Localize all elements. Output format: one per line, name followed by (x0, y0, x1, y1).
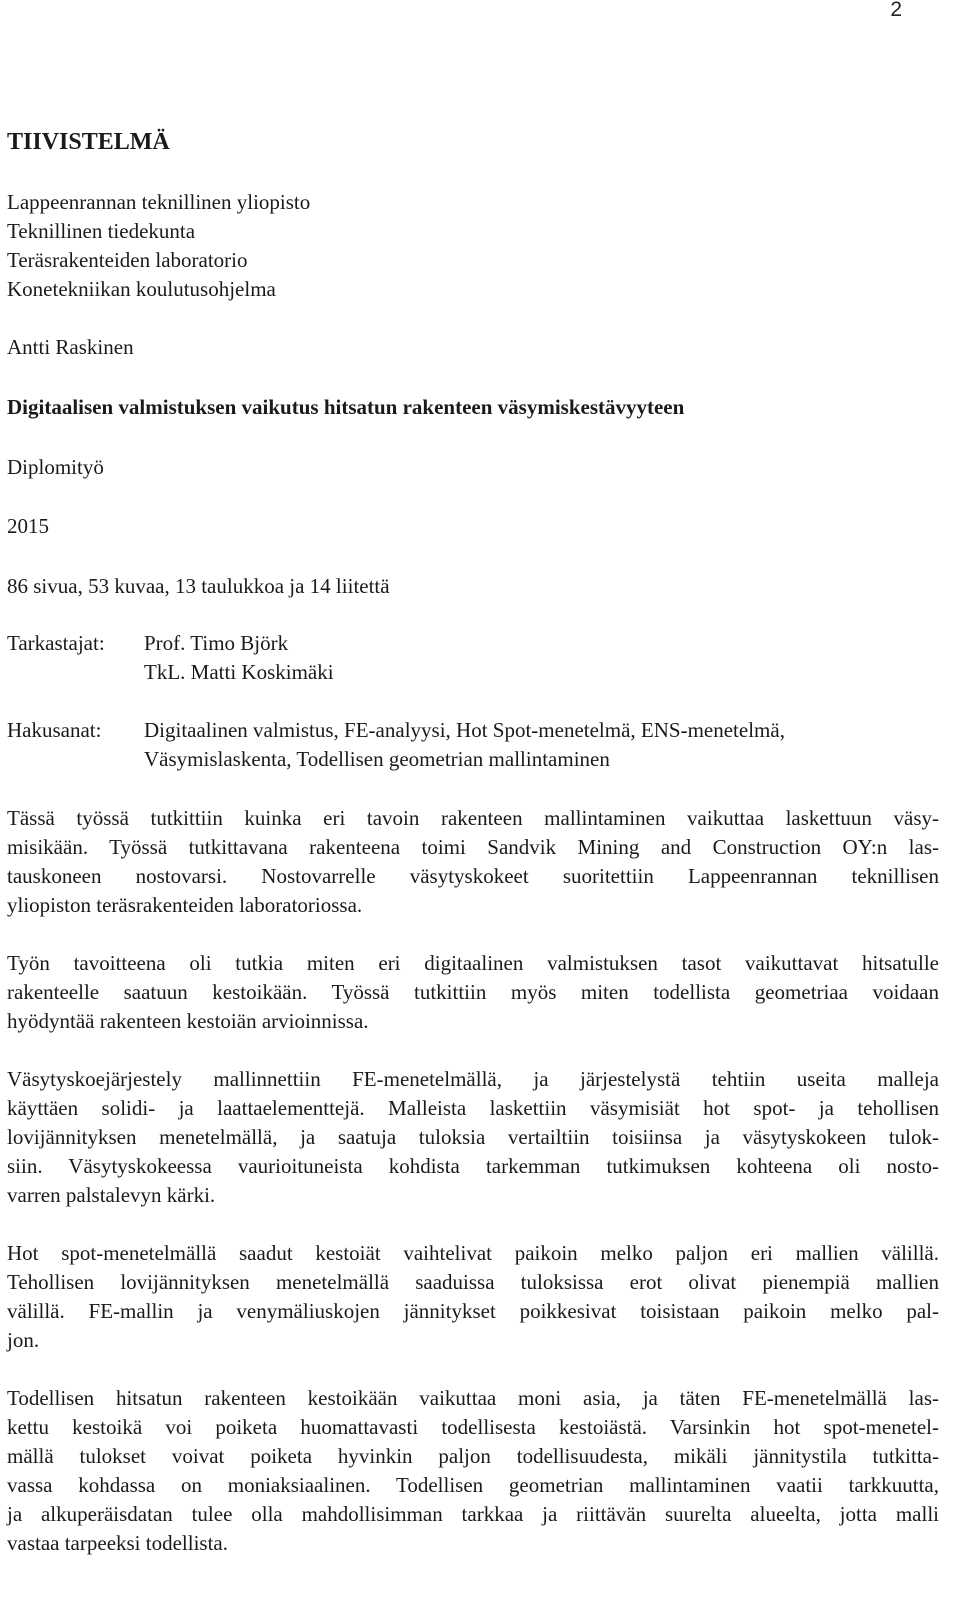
abstract-line: Todellisen hitsatun rakenteen kestoikään vaikuttaa moni asia, ja täten FE-menetelmällä las- (7, 1386, 939, 1410)
abstract-line: ja alkuperäisdatan tulee olla mahdollisimman tarkkaa ja riittävän suurelta alueelta, jotta malli (7, 1502, 939, 1526)
faculty-name: Teknillinen tiedekunta (7, 219, 196, 243)
reviewer-name: TkL. Matti Koskimäki (144, 660, 334, 684)
laboratory-name: Teräsrakenteiden laboratorio (7, 248, 248, 272)
keywords-line: Digitaalinen valmistus, FE-analyysi, Hot Spot-menetelmä, ENS-menetelmä, (144, 718, 785, 742)
reviewer-name: Prof. Timo Björk (144, 631, 289, 655)
abstract-line: vastaa tarpeeksi todellista. (7, 1531, 229, 1555)
abstract-line: välillä. FE-mallin ja venymäliuskojen jännitykset poikkesivat toisistaan paikoin melko pal- (7, 1299, 939, 1323)
abstract-line: Tässä työssä tutkittiin kuinka eri tavoin rakenteen mallintaminen vaikuttaa laskettuun väsy- (7, 806, 939, 830)
thesis-title: Digitaalisen valmistuksen vaikutus hitsatun rakenteen väsymiskestävyyteen (7, 395, 685, 419)
reviewers-label: Tarkastajat: (7, 631, 105, 655)
university-name: Lappeenrannan teknillinen yliopisto (7, 190, 311, 214)
abstract-line: Hot spot-menetelmällä saadut kestoiät vaihtelivat paikoin melko paljon eri mallien välillä. (7, 1241, 939, 1265)
abstract-line: kettu kestoikä voi poiketa huomattavasti todellisesta kestoiästä. Varsinkin hot spot-menetel- (7, 1415, 939, 1439)
abstract-line: jon. (7, 1328, 40, 1352)
degree-programme: Konetekniikan koulutusohjelma (7, 277, 276, 301)
abstract-line: misikään. Työssä tutkittavana rakenteena toimi Sandvik Mining and Construction OY:n las- (7, 835, 939, 859)
abstract-paragraph (7, 1239, 939, 1355)
abstract-line: Työn tavoitteena oli tutkia miten eri digitaalinen valmistuksen tasot vaikuttavat hitsatulle (7, 951, 939, 975)
thesis-type: Diplomityö (7, 455, 104, 479)
abstract-line: tauskoneen nostovarsi. Nostovarrelle väsytyskokeet suoritettiin Lappeenrannan teknillisen (7, 864, 939, 888)
abstract-paragraph (7, 1384, 939, 1558)
keywords-label: Hakusanat: (7, 718, 102, 742)
abstract-paragraph (7, 804, 939, 920)
abstract-line: mällä tulokset voivat poiketa hyvinkin paljon todellisuudesta, mikäli jännitystila tutkitta- (7, 1444, 939, 1468)
abstract-body (7, 804, 939, 1587)
abstract-line: käyttäen solidi- ja laattaelementtejä. Malleista laskettiin väsymisiät hot spot- ja tehollisen (7, 1096, 939, 1120)
abstract-line: yliopiston teräsrakenteiden laboratoriossa. (7, 893, 363, 917)
institution-block (7, 188, 310, 304)
abstract-line: lovijännityksen menetelmällä, ja saatuja tuloksia vertailtiin toisiinsa ja väsytyskokeen tulok- (7, 1125, 939, 1149)
keywords-line: Väsymislaskenta, Todellisen geometrian mallintaminen (144, 747, 610, 771)
abstract-paragraph (7, 1065, 939, 1210)
reviewers-list (144, 629, 939, 687)
abstract-line: vassa kohdassa on moniaksiaalinen. Todellisen geometrian mallintaminen vaatii tarkkuutta, (7, 1473, 939, 1497)
abstract-paragraph (7, 949, 939, 1036)
abstract-line: siin. Väsytyskokeessa vaurioituneista kohdista tarkemman tutkimuksen kohteena oli nosto- (7, 1154, 939, 1178)
abstract-line: hyödyntää rakenteen kestoiän arvioinnissa. (7, 1009, 369, 1033)
abstract-line: varren palstalevyn kärki. (7, 1183, 216, 1207)
page-title: TIIVISTELMÄ (7, 129, 170, 155)
page-number: 2 (890, 0, 902, 21)
abstract-line: Tehollisen lovijännityksen menetelmällä saaduissa tuloksissa erot olivat pienempiä mallien (7, 1270, 939, 1294)
page-count-info: 86 sivua, 53 kuvaa, 13 taulukkoa ja 14 liitettä (7, 574, 390, 598)
author-name: Antti Raskinen (7, 335, 134, 359)
thesis-year: 2015 (7, 514, 49, 538)
abstract-line: Väsytyskoejärjestely mallinnettiin FE-menetelmällä, ja järjestelystä tehtiin useita malleja (7, 1067, 939, 1091)
keywords-list (144, 716, 939, 774)
abstract-line: rakenteelle saatuun kestoikään. Työssä tutkittiin myös miten todellista geometriaa voidaan (7, 980, 939, 1004)
